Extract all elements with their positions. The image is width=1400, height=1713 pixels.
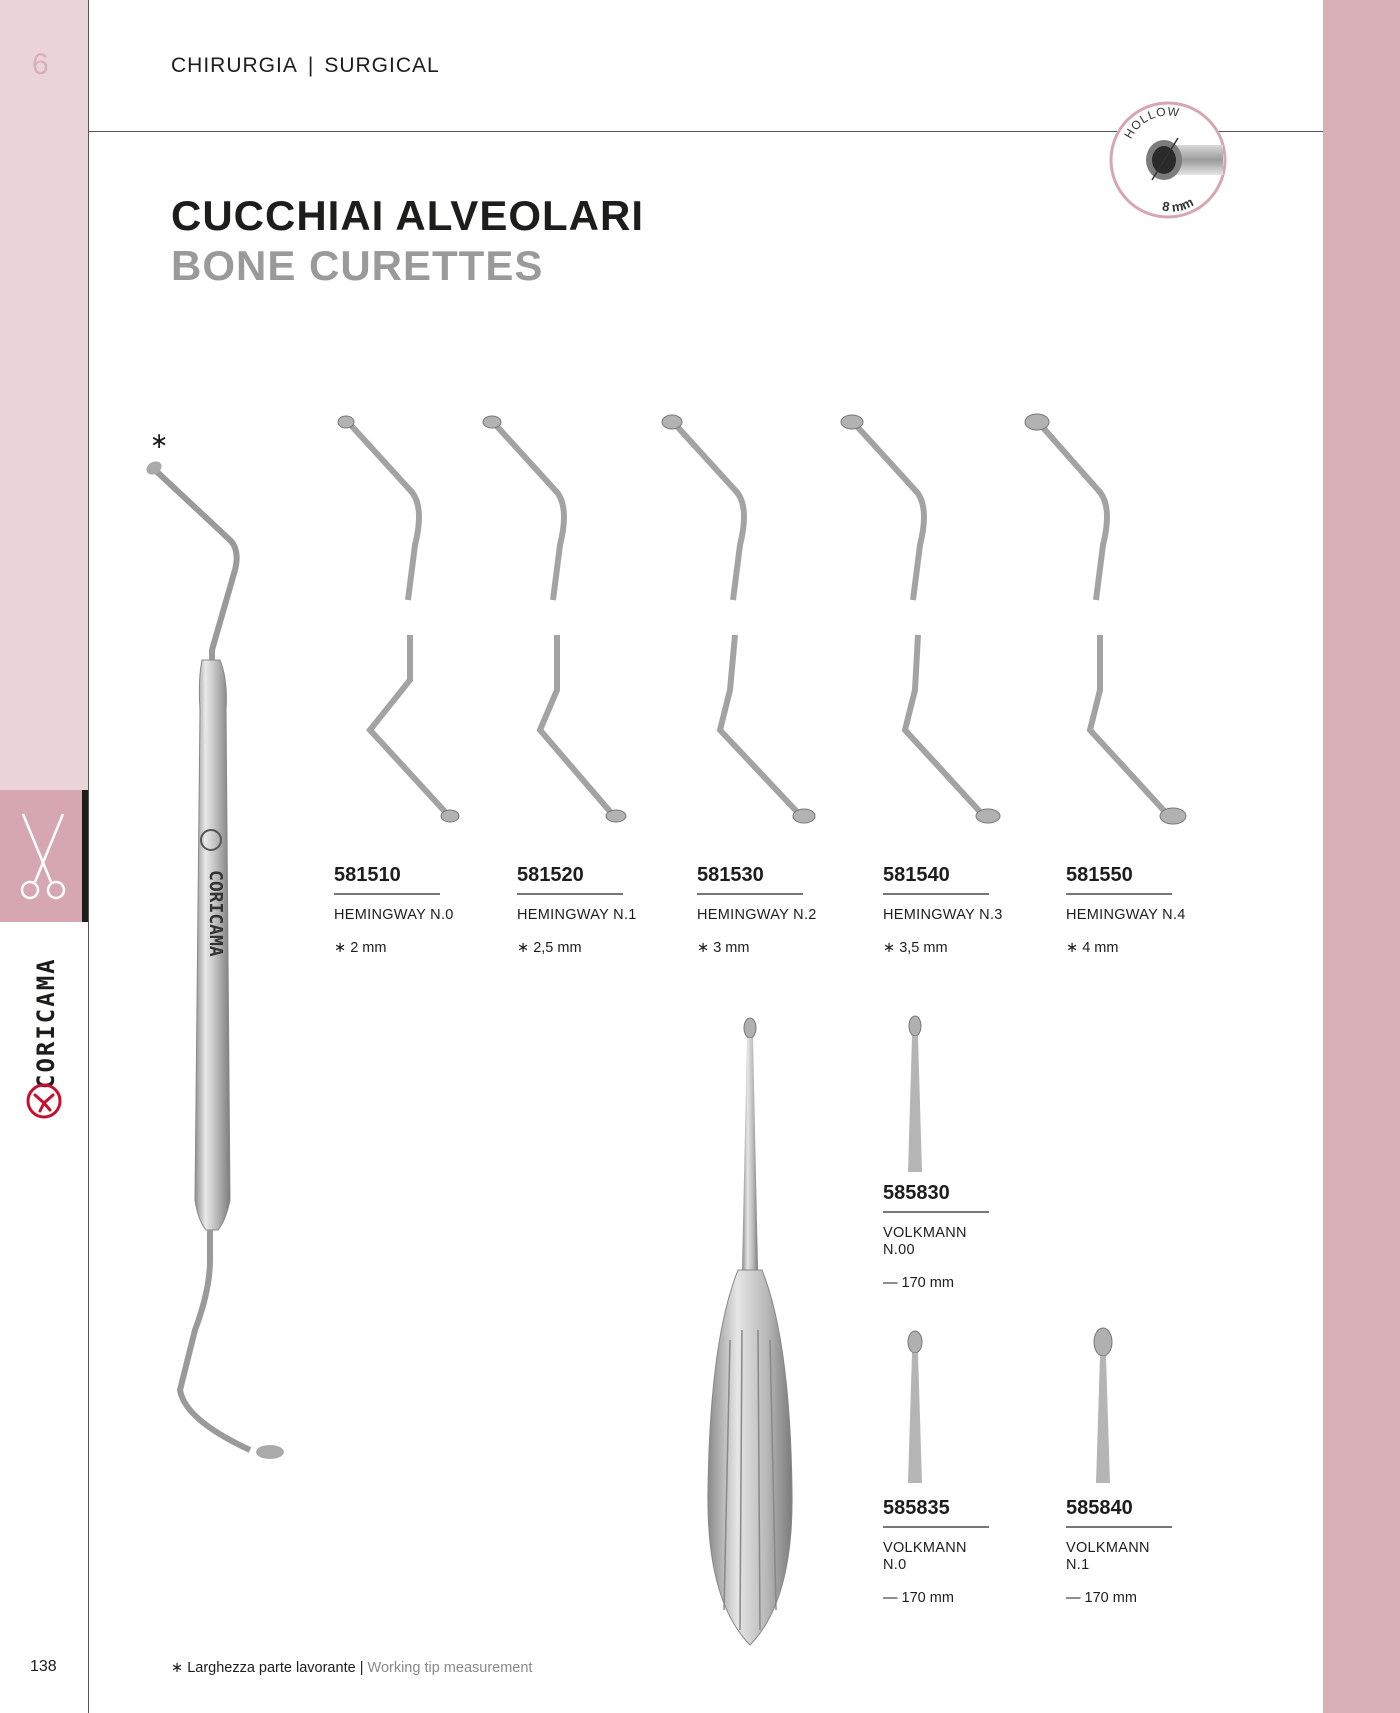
badge-top-text: HOLLOW [1121, 104, 1181, 142]
product-name: HEMINGWAY N.1 [517, 907, 637, 923]
volkmann-n00-tip-image [900, 1012, 930, 1177]
product-spec: ∗ 2 mm [334, 940, 387, 956]
product-code: 585840 [1066, 1497, 1172, 1528]
product-code: 581540 [883, 864, 989, 895]
product-spec: — 170 mm [883, 1275, 954, 1291]
hemingway-tips-row [330, 410, 1190, 835]
volkmann-n0-tip-image [900, 1328, 930, 1493]
double-ended-curette-image [140, 430, 300, 1475]
product-581520[interactable] [517, 864, 647, 956]
product-code: 581530 [697, 864, 803, 895]
brand-vertical [26, 935, 66, 1115]
product-spec: ∗ 3 mm [697, 940, 750, 956]
footnote [171, 1660, 532, 1676]
volkmann-curette-image [690, 1010, 810, 1655]
left-vertical-rule [88, 0, 89, 1713]
volkmann-n1-tip-image [1086, 1326, 1120, 1491]
brand-logo-icon [26, 1083, 62, 1119]
product-name: HEMINGWAY N.3 [883, 907, 1003, 923]
badge-bottom-text: 8 mm [1161, 194, 1196, 215]
product-585830[interactable] [883, 1182, 989, 1291]
breadcrumb [171, 54, 440, 78]
footnote-symbol: ∗ [171, 1660, 184, 1676]
product-code: 581520 [517, 864, 623, 895]
section-number: 6 [32, 48, 49, 81]
product-name: VOLKMANN N.1 [1066, 1540, 1150, 1573]
hollow-handle-badge [1108, 100, 1228, 225]
product-585835[interactable] [883, 1497, 989, 1606]
handle-engraving: CORICAMA [205, 870, 226, 957]
product-581540[interactable] [883, 864, 1013, 956]
footnote-separator: | [359, 1660, 364, 1676]
product-spec: ∗ 2,5 mm [517, 940, 582, 956]
product-code: 585830 [883, 1182, 989, 1213]
product-585840[interactable] [1066, 1497, 1172, 1606]
page-number: 138 [30, 1658, 57, 1675]
product-spec: ∗ 3,5 mm [883, 940, 948, 956]
category-english: SURGICAL [324, 54, 440, 77]
footnote-english: Working tip measurement [367, 1660, 533, 1676]
product-name: VOLKMANN N.00 [883, 1225, 967, 1258]
tip-asterisk: ∗ [150, 428, 169, 453]
right-accent-band [1323, 0, 1400, 1713]
hollow-handle-icon [1108, 100, 1228, 220]
breadcrumb-separator: | [307, 54, 315, 77]
product-spec: — 170 mm [1066, 1590, 1137, 1606]
product-581550[interactable] [1066, 864, 1196, 956]
product-581510[interactable] [334, 864, 464, 956]
product-spec: — 170 mm [883, 1590, 954, 1606]
product-name: VOLKMANN N.0 [883, 1540, 967, 1573]
left-accent-band [0, 0, 88, 920]
surgical-section-tab[interactable] [0, 790, 88, 922]
scissors-icon [18, 812, 68, 902]
product-name: HEMINGWAY N.0 [334, 907, 454, 923]
category-italian: CHIRURGIA [171, 54, 298, 77]
product-581530[interactable] [697, 864, 827, 956]
product-spec: ∗ 4 mm [1066, 940, 1119, 956]
brand-name: CORICAMA [32, 957, 60, 1089]
page-title-english: BONE CURETTES [171, 242, 544, 289]
product-name: HEMINGWAY N.4 [1066, 907, 1186, 923]
product-code: 581550 [1066, 864, 1172, 895]
product-name: HEMINGWAY N.2 [697, 907, 817, 923]
footnote-italian: Larghezza parte lavorante [187, 1660, 356, 1676]
page-title-italian: CUCCHIAI ALVEOLARI [171, 192, 644, 239]
product-code: 585835 [883, 1497, 989, 1528]
product-code: 581510 [334, 864, 440, 895]
